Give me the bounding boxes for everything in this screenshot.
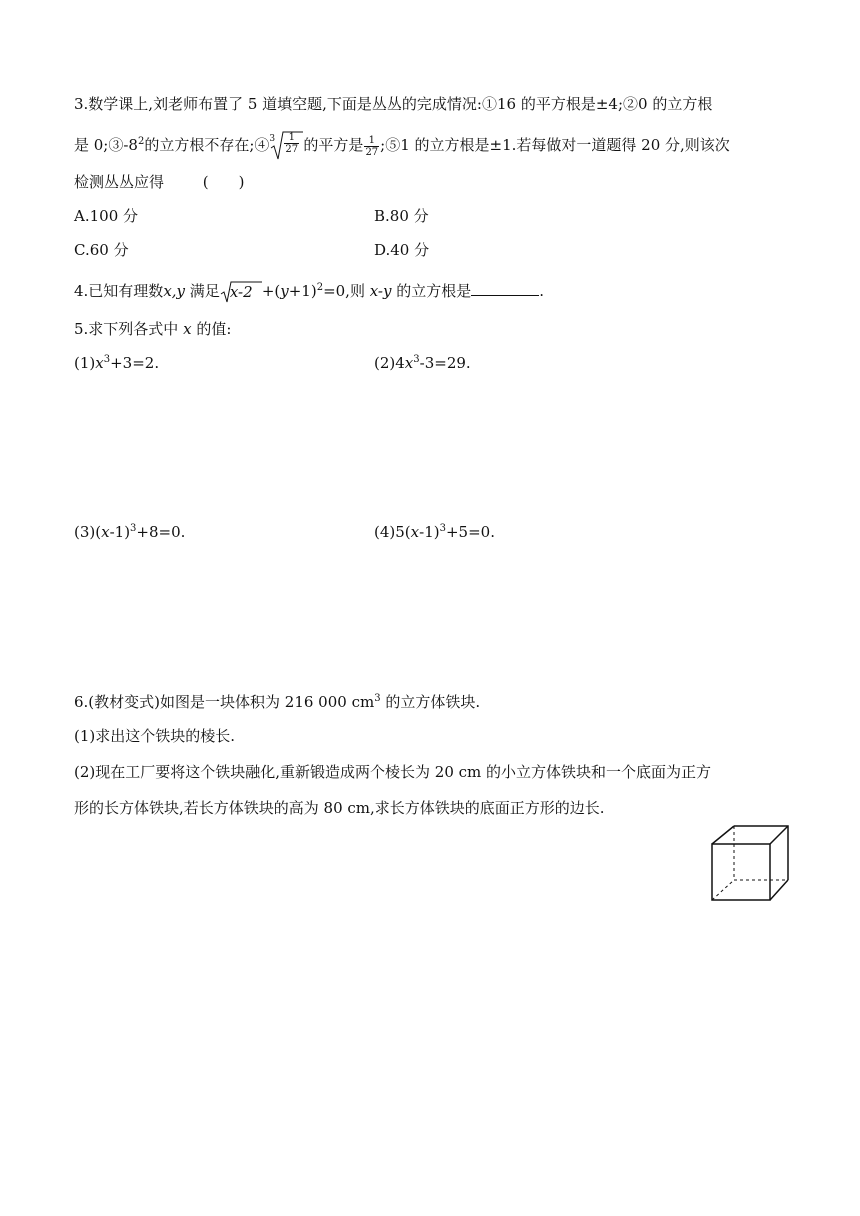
q4-end: . <box>539 282 545 300</box>
q4-after-sup: =0,则 <box>323 282 365 300</box>
cube-edge-bottom-right <box>770 880 788 900</box>
q4-after-sqrt: +( <box>261 282 281 300</box>
q3-line3 <box>74 172 245 192</box>
q3-line3-text: 检测丛丛应得 <box>74 173 165 191</box>
q3-line2-text-b: 的立方根不存在;④ <box>144 136 270 154</box>
q4-xy: x-y <box>369 282 392 300</box>
q5-title-b: 的值: <box>196 320 232 338</box>
square-root-expression <box>220 281 262 303</box>
root-index: 3 <box>269 134 276 144</box>
cube-figure <box>708 822 794 904</box>
answer-blank <box>471 281 539 296</box>
cube-root-expression <box>269 131 303 161</box>
q3-option-b: B.80 分 <box>374 207 429 225</box>
q6-line2: (1)求出这个铁块的棱长. <box>74 727 236 745</box>
q3-line2-text-d: ;⑤1 的立方根是±1.若每做对一道题得 20 分,则该次 <box>380 136 730 154</box>
q4-prefix: 4.已知有理数 <box>74 282 164 300</box>
cube-hidden-edge-diagonal <box>712 880 734 900</box>
q6-line3: (2)现在工厂要将这个铁块融化,重新锻造成两个棱长为 20 cm 的小立方体铁块和一个底面为正方 <box>74 763 712 781</box>
q3-line2-sup: 2 <box>137 136 145 147</box>
q5-part4: $(4)5(x-1)^3+5=0$. <box>374 523 495 541</box>
q4-y: y <box>280 282 289 300</box>
q5-title-a: 5.求下列各式中 <box>74 320 179 338</box>
sqrt-content: x-2 <box>229 283 253 301</box>
q3-option-a: A.100 分 <box>74 207 138 225</box>
q4-suffix: 的立方根是 <box>396 282 472 300</box>
q6-line4: 形的长方体铁块,若长方体铁块的高为 80 cm,求长方体铁块的底面正方形的边长. <box>74 799 605 817</box>
q3-option-d: D.40 分 <box>374 241 430 259</box>
q3-option-c: C.60 分 <box>74 241 129 259</box>
q5-part3: $(3)(x-1)^3+8=0$. <box>74 523 186 541</box>
q3-line2 <box>74 131 730 161</box>
fraction-1-27: $\frac{1}{27}$ <box>285 132 299 155</box>
q4-sup: 2 <box>316 282 324 293</box>
q5-part2: $(2)4x^3-3=29$. <box>374 354 471 372</box>
q4-after-y: +1) <box>288 282 317 300</box>
cube-edge-top-right <box>770 826 788 844</box>
q4-mid: 满足 <box>189 282 220 300</box>
q3-line1: 3.数学课上,刘老师布置了 5 道填空题,下面是丛丛的完成情况:①16 的平方根是±4;②0 的立方根 <box>74 95 713 113</box>
q4-vars: x,y <box>163 282 186 300</box>
q4-line <box>74 281 544 303</box>
cube-edge-top-left <box>712 826 734 844</box>
q5-part1: $(1)x^3+3=2$. <box>74 354 160 372</box>
q5-title <box>74 319 231 339</box>
answer-paren: ( ) <box>202 173 245 191</box>
q3-line2-text-c: 的平方是 <box>303 136 364 154</box>
q5-title-x: x <box>183 320 192 338</box>
q3-line2-text-a: 是 0;③-8 <box>74 136 138 154</box>
q6-line1: 6.(教材变式)如图是一块体积为 216 000 $cm^3$ 的立方体铁块. <box>74 693 481 711</box>
fraction-1-27-b: $\frac{1}{27}$ <box>365 134 379 158</box>
